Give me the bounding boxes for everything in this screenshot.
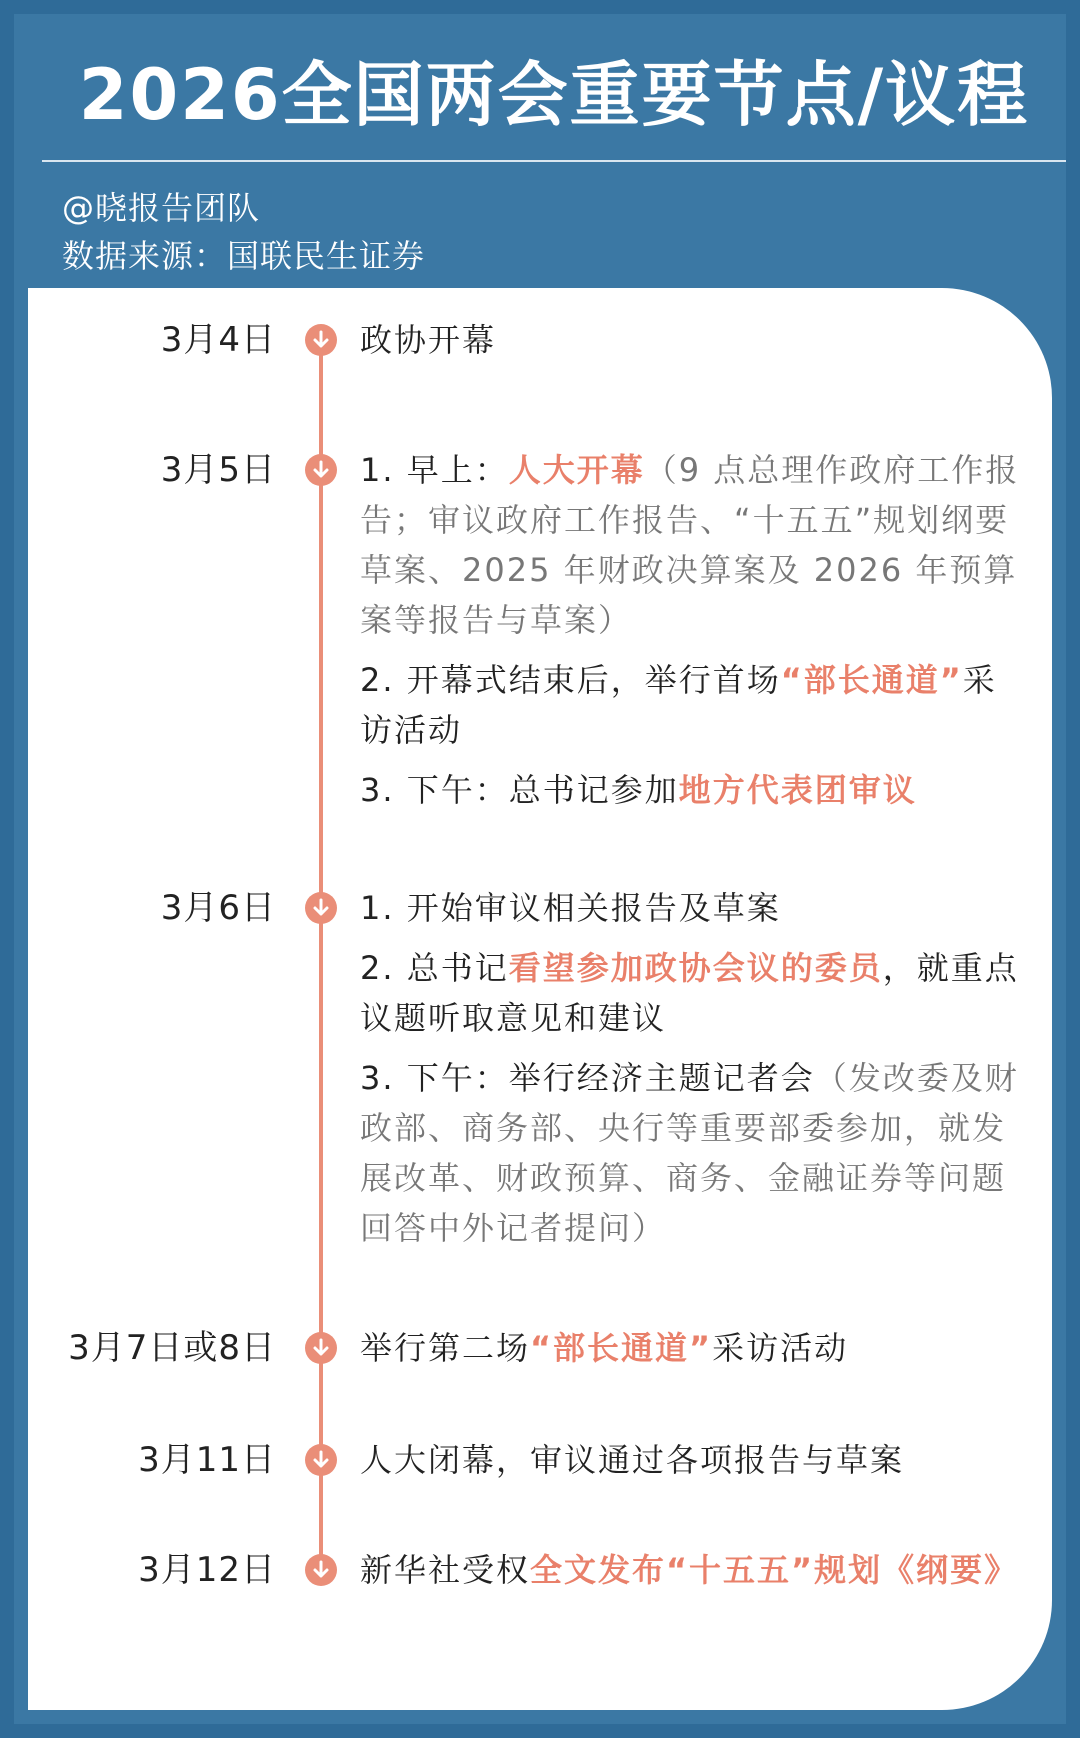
agenda-text: 3. 下午：举行经济主题记者会 bbox=[360, 1059, 815, 1097]
agenda-text: 采访活动 bbox=[360, 661, 997, 749]
agenda-line bbox=[360, 943, 1020, 1043]
highlight-text: 全文发布“十五五”规划《纲要》 bbox=[530, 1551, 1019, 1589]
agenda-line bbox=[360, 445, 1020, 645]
timeline-item bbox=[360, 445, 1020, 825]
agenda-text: 2. 总书记 bbox=[360, 949, 509, 987]
agenda-text: 采访活动 bbox=[712, 1329, 849, 1367]
timeline-date: 3月5日 bbox=[160, 450, 276, 490]
timeline-date: 3月12日 bbox=[138, 1550, 276, 1590]
agenda-text: 举行第二场 bbox=[360, 1329, 531, 1367]
agenda-line bbox=[360, 1545, 1020, 1595]
note-text: （发改委及财政部、商务部、央行等重要部委参加，就发展改革、财政预算、商务、金融证券等问题回答中外记者提问） bbox=[360, 1059, 1019, 1247]
note-text: （9 点总理作政府工作报告；审议政府工作报告、“十五五”规划纲要草案、2025 年财政决算案及 2026 年预算案等报告与草案） bbox=[360, 451, 1020, 639]
chevron-down-circle-icon bbox=[305, 454, 337, 486]
agenda-text: 1. 早上： bbox=[360, 451, 509, 489]
author-credit: @晓报告团队 bbox=[62, 189, 261, 227]
timeline-item bbox=[360, 1323, 1020, 1383]
agenda-line bbox=[360, 1053, 1020, 1253]
chevron-down-circle-icon bbox=[305, 1332, 337, 1364]
highlight-text: “部长通道” bbox=[530, 1329, 713, 1367]
agenda-line bbox=[360, 1323, 1020, 1373]
agenda-line bbox=[360, 883, 1020, 933]
chevron-down-circle-icon bbox=[305, 324, 337, 356]
timeline-item bbox=[360, 1435, 1020, 1495]
agenda-line bbox=[360, 1435, 1020, 1485]
agenda-line bbox=[360, 655, 1020, 755]
agenda-text: 2. 开幕式结束后，举行首场 bbox=[360, 661, 781, 699]
timeline-item bbox=[360, 883, 1020, 1263]
agenda-text: 政协开幕 bbox=[360, 321, 497, 359]
timeline-date: 3月6日 bbox=[160, 888, 276, 928]
agenda-text: 1. 开始审议相关报告及草案 bbox=[360, 889, 781, 927]
timeline-item bbox=[360, 1545, 1020, 1605]
agenda-text: ，就重点议题听取意见和建议 bbox=[360, 949, 1019, 1037]
title-divider bbox=[42, 160, 1066, 162]
highlight-text: 人大开幕 bbox=[508, 451, 645, 489]
agenda-text: 新华社受权 bbox=[360, 1551, 531, 1589]
timeline-line bbox=[319, 355, 323, 1585]
chevron-down-circle-icon bbox=[305, 1444, 337, 1476]
agenda-text: 3. 下午：总书记参加 bbox=[360, 771, 679, 809]
highlight-text: “部长通道” bbox=[780, 661, 963, 699]
timeline-date: 3月7日或8日 bbox=[68, 1328, 276, 1368]
highlight-text: 地方代表团审议 bbox=[678, 771, 917, 809]
timeline-item bbox=[360, 315, 1020, 375]
chevron-down-circle-icon bbox=[305, 1554, 337, 1586]
page-title: 2026全国两会重要节点/议程 bbox=[78, 54, 1030, 136]
chevron-down-circle-icon bbox=[305, 892, 337, 924]
data-source: 数据来源：国联民生证券 bbox=[62, 237, 426, 275]
highlight-text: 看望参加政协会议的委员 bbox=[508, 949, 883, 987]
agenda-line bbox=[360, 315, 1020, 365]
timeline-date: 3月4日 bbox=[160, 320, 276, 360]
agenda-line bbox=[360, 765, 1020, 815]
agenda-text: 人大闭幕，审议通过各项报告与草案 bbox=[360, 1441, 905, 1479]
timeline-date: 3月11日 bbox=[138, 1440, 276, 1480]
